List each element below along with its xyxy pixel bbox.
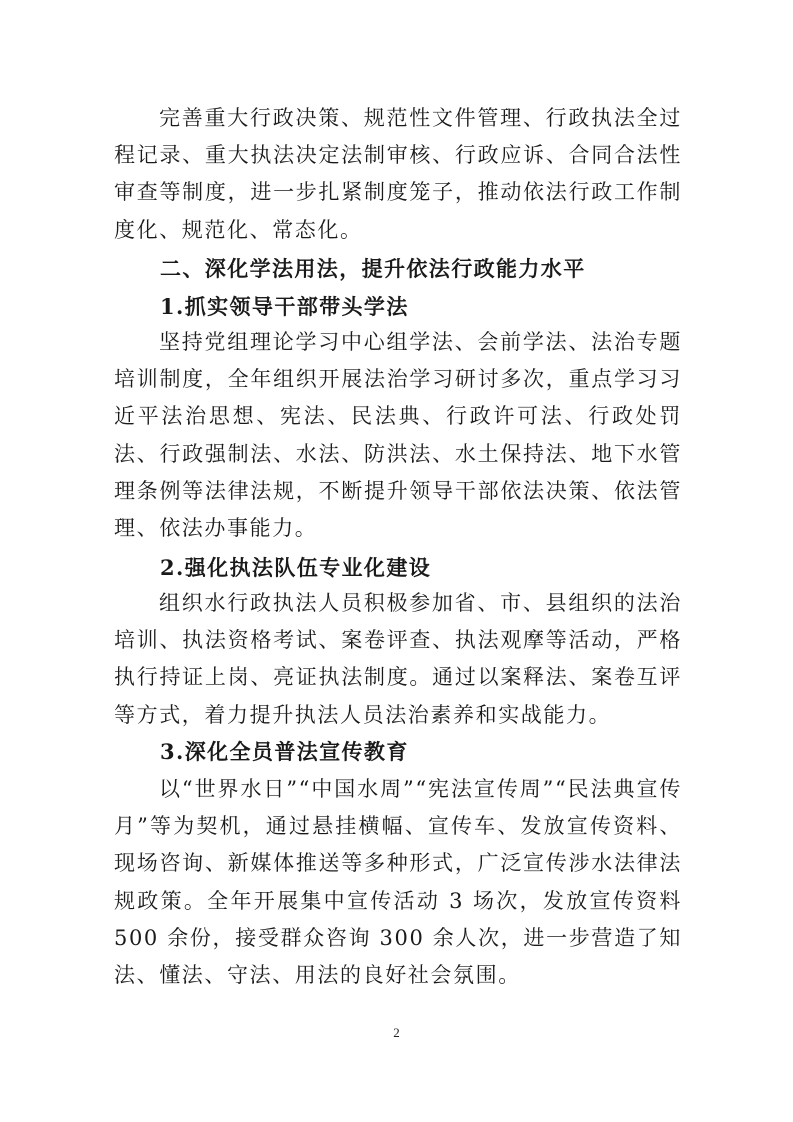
subsection-heading-2: 2.强化执法队伍专业化建设	[160, 555, 432, 580]
page-number: 2	[393, 1025, 400, 1040]
intro-paragraph: 完善重大行政决策、规范性文件管理、行政执法全过程记录、重大执法决定法制审核、行政应诉、合同合法性审查等制度，进一步扎紧制度笼子，推动依法行政工作制度化、规范化、常态化。	[114, 106, 682, 242]
subsection-heading-1: 1.抓实领导干部带头学法	[160, 294, 409, 319]
subsection-heading-3: 3.深化全员普法宣传教育	[160, 739, 409, 764]
section-heading: 二、深化学法用法，提升依法行政能力水平	[160, 257, 586, 281]
paragraph-3: 以“世界水日”“中国水周”“宪法宣传周”“民法典宣传月”等为契机，通过悬挂横幅、宣传车、发放宣传资料、现场咨询、新媒体推送等多种形式，广泛宣传涉水法律法规政策。全年开展集中宣传活动 3 场次，发放宣传资料 500 余份，接受群众咨询 300 余人次，进一步营造了知法、懂法、守法、用法的良好社会氛围。	[114, 777, 682, 988]
paragraph-2: 组织水行政执法人员积极参加省、市、县组织的法治培训、执法资格考试、案卷评查、执法观摩等活动，严格执行持证上岗、亮证执法制度。通过以案释法、案卷互评等方式，着力提升执法人员法治素养和实战能力。	[114, 591, 682, 727]
paragraph-1: 坚持党组理论学习中心组学法、会前学法、法治专题培训制度，全年组织开展法治学习研讨多次，重点学习习近平法治思想、宪法、民法典、行政许可法、行政处罚法、行政强制法、水法、防洪法、水土保持法、地下水管理条例等法律法规，不断提升领导干部依法决策、依法管理、依法办事能力。	[114, 330, 682, 541]
